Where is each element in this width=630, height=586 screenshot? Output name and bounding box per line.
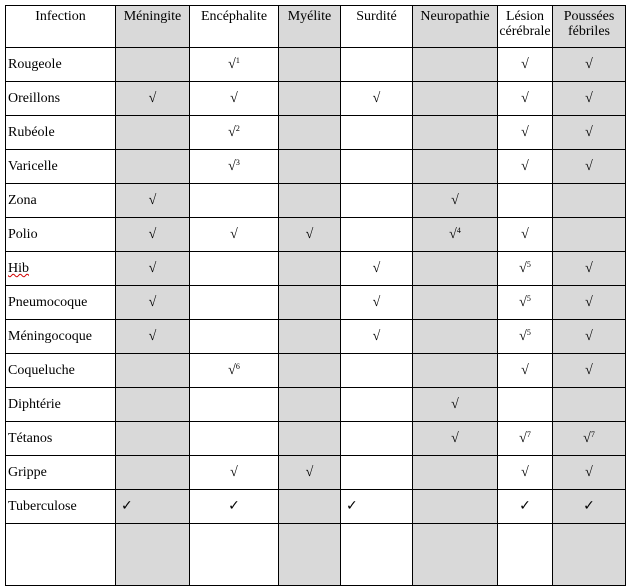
check-cell (413, 320, 498, 354)
empty-cell (498, 524, 553, 586)
radical-check-icon: √ (585, 295, 593, 310)
table-row (6, 388, 626, 422)
empty-cell (553, 524, 626, 586)
check-cell (116, 354, 190, 388)
infection-name: Tétanos (8, 431, 53, 446)
check-cell (341, 490, 413, 524)
check-cell (413, 150, 498, 184)
radical-check-icon: √ (228, 125, 236, 140)
column-header-text: Lésion (505, 9, 545, 24)
column-header (190, 6, 279, 48)
infection-name: Pneumocoque (8, 295, 88, 310)
radical-check-icon: √ (521, 363, 529, 378)
radical-check-icon: √ (451, 431, 459, 446)
check-cell (190, 286, 279, 320)
radical-check-icon: √ (521, 227, 529, 242)
infection-name-cell (6, 354, 116, 388)
check-cell (116, 320, 190, 354)
check-cell (413, 184, 498, 218)
checkmark-icon: ✓ (121, 498, 133, 514)
check-cell (498, 286, 553, 320)
check-cell (553, 184, 626, 218)
column-header (116, 6, 190, 48)
table-row (6, 82, 626, 116)
radical-check-icon: √ (519, 431, 527, 446)
infection-name: Polio (8, 227, 38, 242)
column-header-text: Surdité (356, 9, 397, 24)
check-cell (279, 490, 341, 524)
check-cell (190, 218, 279, 252)
checkmark-icon: ✓ (583, 498, 595, 514)
column-header (279, 6, 341, 48)
infection-name: Méningocoque (8, 329, 92, 344)
check-cell (553, 150, 626, 184)
check-cell (413, 286, 498, 320)
infection-name-cell (6, 252, 116, 286)
check-cell (279, 218, 341, 252)
check-cell (116, 82, 190, 116)
radical-check-icon: √ (585, 57, 593, 72)
check-cell (553, 490, 626, 524)
check-cell (413, 218, 498, 252)
table-row (6, 354, 626, 388)
check-cell (498, 150, 553, 184)
table-row (6, 252, 626, 286)
header-row (6, 6, 626, 48)
radical-check-icon: √ (230, 227, 238, 242)
check-cell (279, 82, 341, 116)
check-cell (279, 252, 341, 286)
radical-check-icon: √ (305, 465, 314, 480)
table-row (6, 320, 626, 354)
table-row (6, 116, 626, 150)
radical-check-icon: √ (451, 193, 459, 208)
column-header-text: Neuropathie (420, 9, 490, 24)
table-row (6, 456, 626, 490)
radical-check-icon: √ (148, 193, 157, 208)
infection-name: Rubéole (8, 125, 55, 140)
infection-name-cell (6, 150, 116, 184)
radical-check-icon: √ (372, 261, 381, 276)
check-cell (341, 116, 413, 150)
radical-check-icon: √ (148, 227, 157, 242)
infection-name: Diphtérie (8, 397, 61, 412)
table-row (6, 490, 626, 524)
infection-name-cell (6, 320, 116, 354)
check-cell (116, 456, 190, 490)
check-cell (341, 48, 413, 82)
infection-name-cell (6, 82, 116, 116)
check-cell (498, 456, 553, 490)
radical-check-icon: √ (585, 363, 593, 378)
check-cell (553, 218, 626, 252)
check-cell (553, 422, 626, 456)
check-cell (190, 456, 279, 490)
check-cell (190, 252, 279, 286)
table-row (6, 218, 626, 252)
check-cell (190, 184, 279, 218)
empty-cell (190, 524, 279, 586)
radical-check-icon: √ (585, 125, 593, 140)
check-cell (413, 48, 498, 82)
radical-check-icon: √ (372, 329, 381, 344)
check-cell (116, 218, 190, 252)
check-cell (498, 252, 553, 286)
check-cell (498, 218, 553, 252)
checkmark-icon: ✓ (346, 498, 358, 514)
check-cell (498, 320, 553, 354)
infection-name-cell (6, 388, 116, 422)
check-cell (116, 490, 190, 524)
radical-check-icon: √ (585, 261, 593, 276)
check-cell (279, 388, 341, 422)
infection-name: Oreillons (8, 91, 61, 106)
check-cell (116, 388, 190, 422)
infection-name-cell (6, 286, 116, 320)
check-cell (279, 456, 341, 490)
footnote-marker: 7 (526, 430, 531, 439)
radical-check-icon: √ (228, 363, 236, 378)
check-cell (498, 184, 553, 218)
table-row (6, 422, 626, 456)
check-cell (190, 490, 279, 524)
radical-check-icon: √ (521, 125, 529, 140)
check-cell (190, 320, 279, 354)
radical-check-icon: √ (305, 227, 314, 242)
radical-check-icon: √ (521, 91, 529, 106)
check-cell (341, 218, 413, 252)
check-cell (341, 184, 413, 218)
check-cell (553, 354, 626, 388)
check-cell (413, 252, 498, 286)
infection-name-cell (6, 116, 116, 150)
column-header (6, 6, 116, 48)
infection-complications-table (5, 5, 626, 586)
radical-check-icon: √ (228, 57, 236, 72)
radical-check-icon: √ (372, 91, 381, 106)
check-cell (341, 388, 413, 422)
radical-check-icon: √ (519, 329, 527, 344)
check-cell (498, 388, 553, 422)
empty-cell (279, 524, 341, 586)
infection-name: Hib (8, 261, 29, 276)
infection-name: Coqueluche (8, 363, 75, 378)
infection-name-cell (6, 422, 116, 456)
column-header-text: fébriles (568, 24, 610, 39)
check-cell (279, 150, 341, 184)
table-row (6, 48, 626, 82)
radical-check-icon: √ (372, 295, 381, 310)
radical-check-icon: √ (521, 57, 529, 72)
check-cell (341, 320, 413, 354)
check-cell (116, 184, 190, 218)
empty-cell (116, 524, 190, 586)
check-cell (190, 116, 279, 150)
check-cell (498, 48, 553, 82)
check-cell (116, 286, 190, 320)
check-cell (413, 116, 498, 150)
radical-check-icon: √ (521, 465, 529, 480)
radical-check-icon: √ (585, 91, 593, 106)
check-cell (553, 82, 626, 116)
check-cell (498, 82, 553, 116)
infection-name-cell (6, 184, 116, 218)
table-row (6, 184, 626, 218)
checkmark-icon: ✓ (519, 498, 531, 514)
footnote-marker: 7 (590, 430, 595, 439)
radical-check-icon: √ (583, 431, 591, 446)
check-cell (498, 116, 553, 150)
check-cell (553, 286, 626, 320)
radical-check-icon: √ (585, 159, 593, 174)
check-cell (116, 116, 190, 150)
check-cell (341, 252, 413, 286)
check-cell (413, 490, 498, 524)
checkmark-icon: ✓ (228, 498, 240, 514)
infection-name-cell (6, 218, 116, 252)
check-cell (190, 82, 279, 116)
check-cell (498, 354, 553, 388)
infection-name: Grippe (8, 465, 47, 480)
check-cell (190, 388, 279, 422)
column-header-text: Méningite (123, 9, 182, 24)
radical-check-icon: √ (519, 295, 527, 310)
check-cell (498, 422, 553, 456)
check-cell (498, 490, 553, 524)
check-cell (190, 48, 279, 82)
check-cell (341, 286, 413, 320)
column-header (553, 6, 626, 48)
check-cell (116, 422, 190, 456)
footnote-marker: 2 (235, 124, 240, 133)
radical-check-icon: √ (451, 397, 459, 412)
check-cell (413, 82, 498, 116)
infection-name: Varicelle (8, 159, 58, 174)
check-cell (553, 388, 626, 422)
empty-row (6, 524, 626, 586)
footnote-marker: 5 (526, 328, 531, 337)
footnote-marker: 4 (456, 226, 461, 235)
footnote-marker: 3 (235, 158, 240, 167)
footnote-marker: 5 (526, 260, 531, 269)
column-header-text: Myélite (287, 9, 332, 24)
radical-check-icon: √ (585, 465, 593, 480)
infection-name-cell (6, 490, 116, 524)
infection-name: Tuberculose (8, 499, 77, 514)
radical-check-icon: √ (519, 261, 527, 276)
column-header-text: cérébrale (499, 24, 551, 39)
empty-cell (6, 524, 116, 586)
radical-check-icon: √ (585, 329, 593, 344)
check-cell (553, 320, 626, 354)
footnote-marker: 5 (526, 294, 531, 303)
check-cell (279, 320, 341, 354)
empty-cell (341, 524, 413, 586)
column-header (413, 6, 498, 48)
radical-check-icon: √ (521, 159, 529, 174)
check-cell (279, 286, 341, 320)
radical-check-icon: √ (228, 159, 236, 174)
radical-check-icon: √ (148, 329, 157, 344)
column-header-text: Poussées (563, 9, 615, 24)
radical-check-icon: √ (148, 295, 157, 310)
infection-name: Zona (8, 193, 37, 208)
infection-name-cell (6, 456, 116, 490)
check-cell (341, 456, 413, 490)
check-cell (116, 48, 190, 82)
column-header (341, 6, 413, 48)
check-cell (190, 354, 279, 388)
check-cell (341, 422, 413, 456)
check-cell (341, 82, 413, 116)
column-header-text: Infection (35, 9, 86, 24)
check-cell (341, 150, 413, 184)
check-cell (279, 116, 341, 150)
check-cell (413, 388, 498, 422)
radical-check-icon: √ (148, 91, 157, 106)
radical-check-icon: √ (230, 465, 238, 480)
check-cell (279, 354, 341, 388)
check-cell (553, 456, 626, 490)
column-header-text: Encéphalite (200, 9, 268, 24)
footnote-marker: 1 (235, 56, 240, 65)
check-cell (116, 150, 190, 184)
radical-check-icon: √ (230, 91, 238, 106)
check-cell (279, 184, 341, 218)
check-cell (553, 252, 626, 286)
check-cell (553, 48, 626, 82)
check-cell (279, 48, 341, 82)
radical-check-icon: √ (449, 227, 457, 242)
check-cell (553, 116, 626, 150)
infection-name: Rougeole (8, 57, 62, 72)
column-header (498, 6, 553, 48)
empty-cell (413, 524, 498, 586)
table-body (6, 48, 626, 586)
check-cell (413, 354, 498, 388)
check-cell (190, 150, 279, 184)
table-row (6, 286, 626, 320)
check-cell (413, 422, 498, 456)
check-cell (341, 354, 413, 388)
radical-check-icon: √ (148, 261, 157, 276)
check-cell (279, 422, 341, 456)
footnote-marker: 6 (235, 362, 240, 371)
check-cell (190, 422, 279, 456)
check-cell (116, 252, 190, 286)
infection-name-cell (6, 48, 116, 82)
table-row (6, 150, 626, 184)
check-cell (413, 456, 498, 490)
